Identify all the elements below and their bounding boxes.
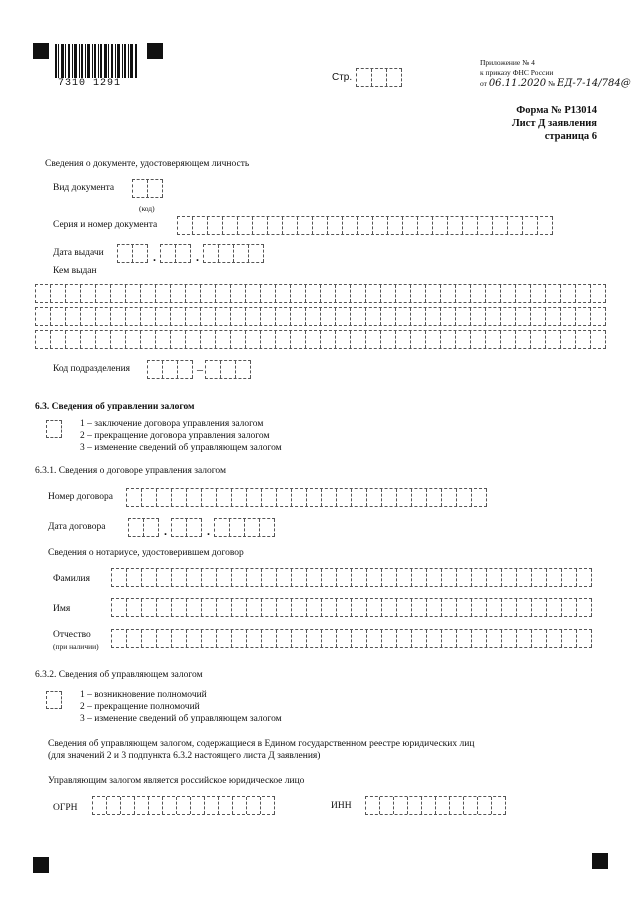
inn-field[interactable]	[365, 796, 506, 815]
form-title: Форма № Р13014	[516, 105, 597, 116]
issued-by-row-3[interactable]	[35, 330, 606, 349]
manager-option-3: 3 – изменение сведений об управляющем залогом	[80, 714, 282, 724]
ogrn-field[interactable]	[92, 796, 275, 815]
contract-day-field[interactable]	[128, 518, 159, 537]
issue-day-field[interactable]	[117, 244, 148, 263]
contract-year-field[interactable]	[214, 518, 275, 537]
notary-surname-field[interactable]	[111, 568, 592, 587]
corner-marker-bottom-right	[592, 853, 608, 869]
identity-section-title: Сведения о документе, удостоверяющем личность	[45, 159, 250, 169]
notary-name-field[interactable]	[111, 598, 592, 617]
contract-number-field[interactable]	[126, 488, 487, 507]
notary-patronymic-field[interactable]	[111, 629, 592, 648]
division-code-part-1[interactable]	[147, 360, 193, 379]
issue-month-field[interactable]	[160, 244, 191, 263]
manager-option-2: 2 – прекращение полномочий	[80, 702, 200, 712]
date-separator: .	[207, 524, 210, 538]
annex-date-handwritten: 06.11.2020	[488, 78, 547, 89]
notary-surname-label: Фамилия	[53, 574, 91, 584]
page-number-label: Стр.	[332, 72, 353, 83]
sheet-title: Лист Д заявления	[511, 118, 597, 129]
corner-marker-top-left	[33, 43, 49, 59]
notary-patronymic-label: Отчество	[53, 630, 91, 640]
manager-section-title: 6.3.2. Сведения об управляющем залогом	[35, 670, 203, 680]
issue-date-label: Дата выдачи	[53, 248, 104, 258]
egrul-info-line-1: Сведения об управляющем залогом, содержащиеся в Едином государственном реестре юридических лиц	[48, 739, 475, 749]
ogrn-label: ОГРН	[53, 803, 78, 813]
doc-series-field[interactable]	[177, 216, 553, 235]
pledge-option-2: 2 – прекращение договора управления залогом	[80, 431, 270, 441]
corner-marker-bottom-left	[33, 857, 49, 873]
division-code-part-2[interactable]	[205, 360, 251, 379]
manager-option-1: 1 – возникновение полномочий	[80, 690, 207, 700]
pledge-option-3: 3 – изменение сведений об управляющем залогом	[80, 443, 282, 453]
notary-section-title: Сведения о нотариусе, удостоверившем договор	[48, 548, 244, 558]
annex-number-handwritten: ЕД-7-14/784@	[556, 78, 631, 89]
page-title: страница 6	[544, 131, 597, 142]
legal-entity-label: Управляющим залогом является российское юридическое лицо	[48, 776, 305, 786]
code-hint: (код)	[139, 204, 155, 213]
pledge-option-1: 1 – заключение договора управления залогом	[80, 419, 264, 429]
date-separator: .	[196, 250, 199, 264]
issue-year-field[interactable]	[203, 244, 264, 263]
barcode-number: 7310 1291	[58, 78, 122, 89]
issued-by-row-2[interactable]	[35, 307, 606, 326]
date-separator: .	[153, 250, 156, 264]
annex-line-2: к приказу ФНС России	[480, 68, 554, 77]
barcode-image	[55, 44, 137, 78]
egrul-info-line-2: (для значений 2 и 3 подпункта 6.3.2 настоящего листа Д заявления)	[48, 751, 321, 761]
inn-label: ИНН	[331, 801, 352, 811]
pledge-type-field[interactable]	[46, 420, 62, 438]
notary-patronymic-hint: (при наличии)	[53, 642, 99, 651]
division-code-dash: –	[197, 362, 203, 376]
corner-marker-top-right	[147, 43, 163, 59]
page-number-field[interactable]	[356, 68, 402, 87]
contract-section-title: 6.3.1. Сведения о договоре управления залогом	[35, 466, 227, 476]
annex-line-1: Приложение № 4	[480, 58, 535, 67]
annex-line-3: от 06.11.2020 № ЕД-7-14/784@	[480, 78, 631, 89]
date-separator: .	[164, 524, 167, 538]
pledge-section-title: 6.3. Сведения об управлении залогом	[35, 402, 195, 412]
issued-by-row-1[interactable]	[35, 284, 606, 303]
division-code-label: Код подразделения	[53, 364, 131, 374]
doc-series-label: Серия и номер документа	[53, 220, 158, 230]
notary-name-label: Имя	[53, 604, 71, 614]
contract-month-field[interactable]	[171, 518, 202, 537]
issued-by-label: Кем выдан	[53, 266, 97, 276]
contract-number-label: Номер договора	[48, 492, 113, 502]
contract-date-label: Дата договора	[48, 522, 106, 532]
doc-type-label: Вид документа	[53, 183, 115, 193]
doc-type-field[interactable]	[132, 179, 163, 198]
manager-type-field[interactable]	[46, 691, 62, 709]
